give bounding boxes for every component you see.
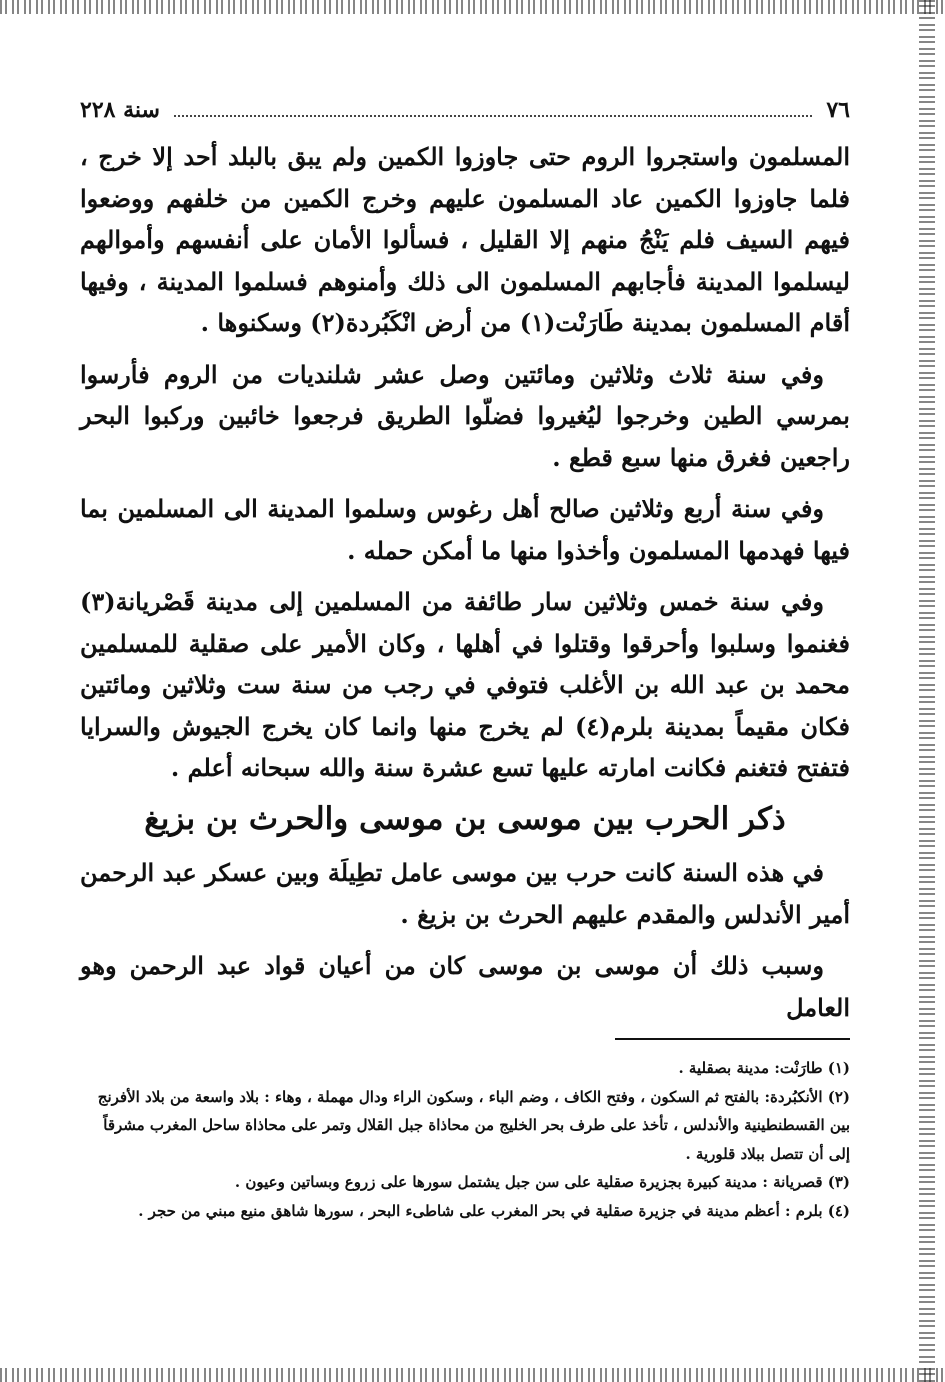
running-title: سنة ٢٢٨ bbox=[80, 97, 160, 123]
paragraph: وفي سنة أربع وثلاثين صالح أهل رغوس وسلموا المدينة الى المسلمين بما فيها فهدمها المسلمون وأخذوا منها ما أمكن حمله . bbox=[80, 494, 850, 565]
footnote: (١) طارَنْت: مدينة بصقلية . bbox=[678, 1059, 850, 1077]
main-text bbox=[80, 136, 850, 1028]
footnote-separator bbox=[615, 1038, 850, 1040]
page-number: ٧٦ bbox=[826, 97, 850, 123]
section-heading: ذكر الحرب بين موسى بن موسى والحرث بن بزيغ bbox=[144, 800, 786, 837]
paragraph: وفي سنة خمس وثلاثين سار طائفة من المسلمين إلى مدينة قَصْريانة(٣) فغنموا وسلبوا وأحرقوا وقتلوا في أهلها ، وكان الأمير على صقلية للمسلمين محمد بن عبد الله بن الأغلب فتوفي في رجب من سنة ست وثلاثين ومائتين فكان مقيماً بمدينة بلرم(٤) لم يخرج منها وانما كان يخرج الجيوش والسرايا فتفتح فتغنم فكانت امارته عليها تسع عشرة سنة والله سبحانه أعلم . bbox=[80, 587, 850, 782]
footnote: (٤) بلرم : أعظم مدينة في جزيرة صقلية في بحر المغرب على شاطىء البحر ، سورها شاهق منيع مبني من حجر . bbox=[138, 1201, 850, 1220]
book-page bbox=[80, 90, 850, 1225]
header-dotted-leader bbox=[174, 103, 812, 117]
running-head bbox=[80, 90, 850, 130]
paragraph: في هذه السنة كانت حرب بين موسى عامل تطِيلَة وبين عسكر عبد الرحمن أمير الأندلس والمقدم عليهم الحرث بن بزيغ . bbox=[80, 858, 850, 929]
paragraph: وسبب ذلك أن موسى بن موسى كان من أعيان قواد عبد الرحمن وهو العامل bbox=[80, 951, 850, 1022]
decorative-border-bottom bbox=[0, 1368, 945, 1382]
decorative-border-top bbox=[0, 0, 945, 14]
footnote: (٢) الأنكبُردة: بالفتح ثم السكون ، وفتح الكاف ، وضم الباء ، وسكون الراء ودال مهملة ، وهاء : بلاد واسعة من بلاد الأفرنج بين القسطنطينية والأندلس ، تأخذ على طرف بحر الخليج من محاذاة جبل القلال وتمر على محاذاة ساحل المغرب مشرقاً إلى أن تتصل ببلاد قلورية . bbox=[97, 1087, 850, 1163]
paragraph: المسلمون واستجروا الروم حتى جاوزوا الكمين ولم يبق بالبلد أحد إلا خرج ، فلما جاوزوا الكمين عاد المسلمون عليهم وخرج الكمين من خلفهم ووضعوا فيهم السيف فلم يَنْجُ منهم إلا القليل ، فسألوا الأمان على أنفسهم وأموالهم ليسلموا المدينة فأجابهم المسلمون الى ذلك وأمنوهم فسلموا المدينة ، وفيها أقام المسلمون بمدينة طَارَنْت(١) من أرض انْكَبُردة(٢) وسكنوها . bbox=[80, 142, 850, 337]
decorative-border-right bbox=[919, 0, 935, 1382]
paragraph: وفي سنة ثلاث وثلاثين ومائتين وصل عشر شلنديات من الروم فأرسوا بمرسي الطين وخرجوا ليُغيروا فضلّوا الطريق فرجعوا خائبين وركبوا البحر راجعين فغرق منها سبع قطع . bbox=[80, 359, 850, 472]
footnote: (٣) قصريانة : مدينة كبيرة بجزيرة صقلية على سن جبل يشتمل سورها على زروع وبساتين وعيون . bbox=[234, 1173, 850, 1191]
footnotes bbox=[80, 1054, 850, 1225]
